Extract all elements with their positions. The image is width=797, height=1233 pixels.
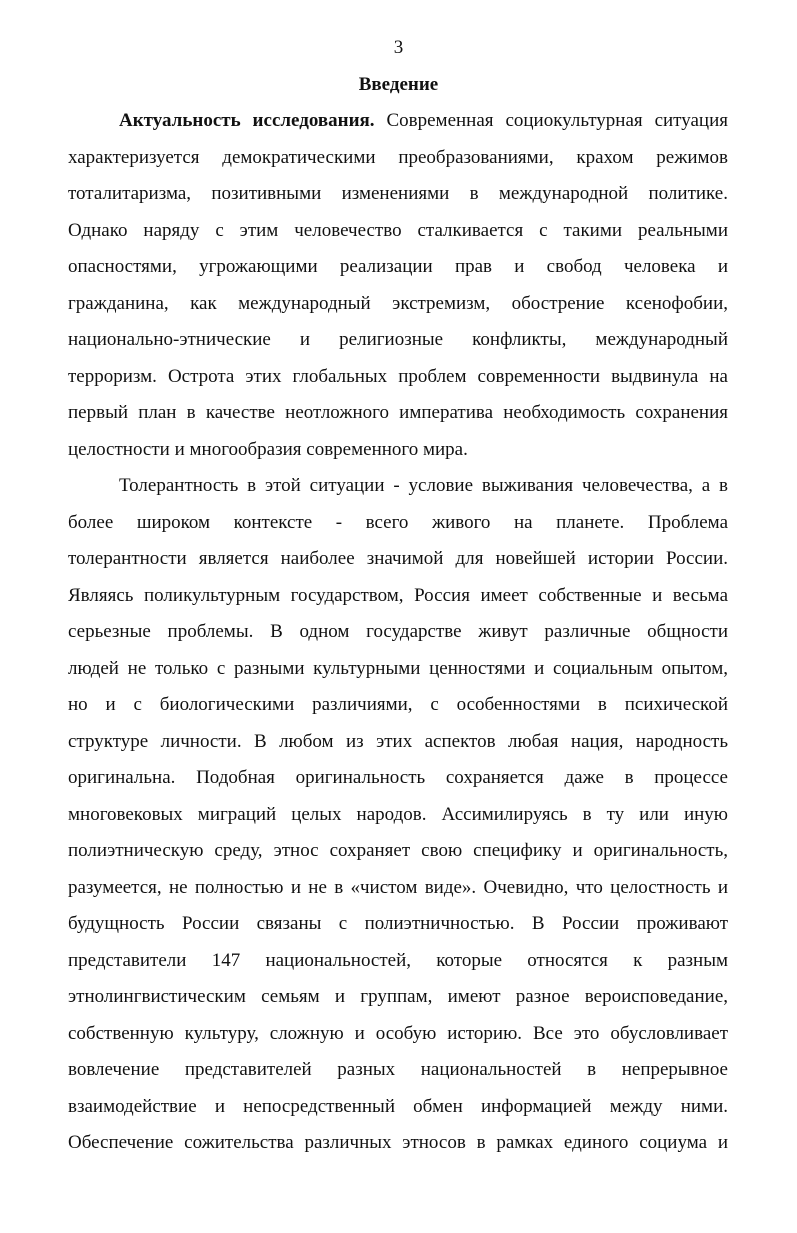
text-line: оригинальна. Подобная оригинальность сохраняется даже в процессе <box>68 767 728 788</box>
text-line: будущность России связаны с полиэтничностью. В России проживают <box>68 913 728 934</box>
text-line: структуре личности. В любом из этих аспектов любая нация, народность <box>68 730 728 752</box>
text-line <box>68 103 728 140</box>
text-line: взаимодействие и непосредственный обмен информацией между ними. <box>68 1095 728 1117</box>
text-line: целостности и многообразия современного мира. <box>68 438 468 460</box>
paragraph-relevance <box>68 103 728 468</box>
body-text <box>68 103 728 1162</box>
text-line-content: Современная социокультурная ситуация <box>374 110 728 131</box>
text-line: собственную культуру, сложную и особую историю. Все это обусловливает <box>68 1022 728 1044</box>
text-line: характеризуется демократическими преобразованиями, крахом режимов <box>68 146 728 168</box>
paragraph-tolerance <box>68 468 728 1162</box>
text-line: тоталитаризма, позитивными изменениями в международной политике. <box>68 183 728 204</box>
text-line: но и с биологическими различиями, с особенностями в психической <box>68 694 728 715</box>
text-line: национально-этнические и религиозные конфликты, международный <box>68 329 728 350</box>
text-line: серьезные проблемы. В одном государстве живут различные общности <box>68 621 728 642</box>
text-line: этнолингвистическим семьям и группам, имеют разное вероисповедание, <box>68 986 728 1007</box>
text-line: вовлечение представителей разных национальностей в непрерывное <box>68 1059 728 1080</box>
text-line: людей не только с разными культурными ценностями и социальным опытом, <box>68 657 728 679</box>
text-line: более широком контексте - всего живого на планете. Проблема <box>68 511 728 533</box>
text-line: Обеспечение сожительства различных этносов в рамках единого социума и <box>68 1132 728 1153</box>
text-line: первый план в качестве неотложного императива необходимость сохранения <box>68 402 728 423</box>
text-line: Являясь поликультурным государством, Россия имеет собственные и весьма <box>68 584 728 606</box>
text-line: терроризм. Острота этих глобальных проблем современности выдвинула на <box>68 365 728 387</box>
text-line: гражданина, как международный экстремизм, обострение ксенофобии, <box>68 292 728 314</box>
text-line: разумеется, не полностью и не в «чистом виде». Очевидно, что целостность и <box>68 876 728 898</box>
text-line: Однако наряду с этим человечество сталкивается с такими реальными <box>68 219 728 241</box>
text-line: представители 147 национальностей, которые относятся к разным <box>68 949 728 971</box>
text-line: опасностями, угрожающими реализации прав и свобод человека и <box>68 256 728 277</box>
page-number: 3 <box>393 37 404 58</box>
text-line: толерантности является наиболее значимой для новейшей истории России. <box>68 548 728 569</box>
text-line: Толерантность в этой ситуации - условие выживания человечества, а в <box>119 475 728 496</box>
text-line: полиэтническую среду, этнос сохраняет свою специфику и оригинальность, <box>68 840 728 861</box>
section-heading: Введение <box>358 74 439 95</box>
text-line: многовековых миграций целых народов. Ассимилируясь в ту или иную <box>68 803 728 825</box>
lead-phrase: Актуальность исследования. <box>119 110 375 131</box>
